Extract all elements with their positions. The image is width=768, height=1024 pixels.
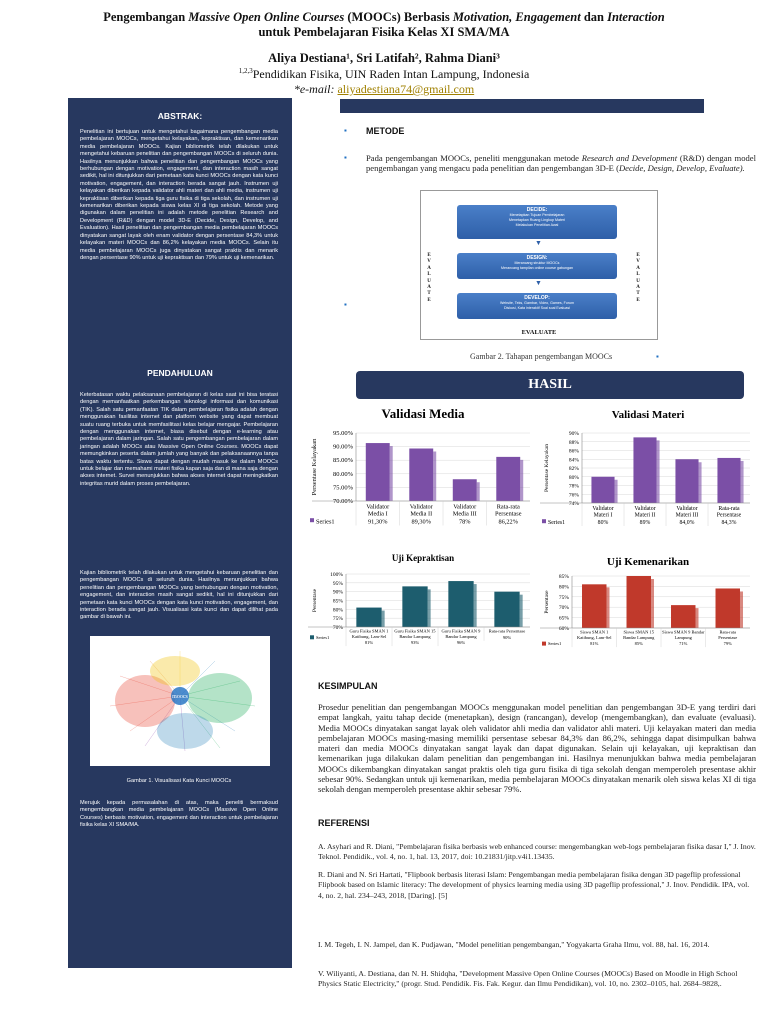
- data-value-label: 78%: [458, 518, 471, 526]
- pendahuluan-heading: PENDAHULUAN: [147, 368, 213, 378]
- title-line-2: untuk Pembelajaran Fisika Kelas XI SMA/MA: [258, 25, 510, 39]
- data-value-label: 81%: [364, 640, 374, 646]
- reference-item: A. Asyhari and R. Diani, "Pembelajaran fisika berbasis web enhanced course: mengembangkan web-logs pembelajaran fisika dasar I," J. Inov. Teknol. Pendidik., vol. 4, no. 1, hal. 13, 2017, doi: 10.21831/jitp.v4i1.13435.: [318, 842, 756, 862]
- bar-shadow: [382, 611, 385, 627]
- y-tick-label: 60%: [558, 626, 569, 632]
- chart-validasi-materi-svg: [540, 403, 756, 548]
- chart-validasi-materi: [540, 403, 756, 548]
- bar-shadow: [520, 595, 523, 627]
- x-category-label: Validator Materi III: [675, 505, 699, 519]
- chart-title: Uji Kemenarikan: [606, 556, 690, 568]
- y-tick-label: 85.00%: [332, 457, 353, 465]
- y-axis-label: Persentase: [544, 590, 550, 614]
- bar-shadow: [741, 461, 744, 503]
- bar: [717, 458, 740, 503]
- y-tick-label: 100%: [330, 572, 343, 578]
- legend-series-name: Series1: [316, 634, 330, 640]
- data-value-label: 71%: [679, 641, 688, 647]
- bar: [448, 581, 473, 627]
- evaluate-bottom-label: EVALUATE: [521, 329, 557, 336]
- bar: [671, 605, 695, 628]
- y-tick-label: 86%: [568, 448, 579, 455]
- y-tick-label: 75%: [332, 616, 343, 623]
- x-category-label: Siswa SMAN 15 Bandar Lampung: [623, 629, 655, 640]
- legend-series-name: Series1: [548, 520, 566, 526]
- data-value-label: 84,0%: [679, 520, 695, 526]
- bullet-icon: ▪: [656, 352, 659, 361]
- x-category-label: Guru Fisika SMAN 15 Bandar Lampung: [394, 628, 436, 639]
- y-axis-label: Persentase Kelayakan: [544, 443, 550, 493]
- data-value-label: 84,3%: [721, 520, 737, 526]
- y-tick-label: 85%: [332, 598, 343, 605]
- bar: [494, 592, 519, 627]
- bar-shadow: [474, 584, 477, 627]
- chart-title: Validasi Media: [381, 406, 465, 421]
- data-value-label: 90%: [502, 634, 512, 640]
- y-tick-label: 88%: [568, 439, 579, 446]
- y-tick-label: 70%: [558, 605, 569, 612]
- chart-validasi-media: [308, 403, 538, 548]
- bar: [402, 586, 427, 627]
- x-category-label: Validator Materi II: [634, 505, 656, 519]
- bar: [356, 608, 381, 627]
- bar-shadow: [433, 452, 436, 501]
- bullet-icon: ▪: [344, 300, 347, 309]
- referensi-heading: REFERENSI: [318, 818, 370, 828]
- x-category-label: Guru Fisika SMAN 9 Bandar Lampung: [441, 628, 481, 639]
- bar-shadow: [651, 579, 654, 628]
- y-tick-label: 90%: [332, 589, 343, 596]
- y-tick-label: 65%: [558, 615, 569, 622]
- keyword-center-label: moocs: [172, 694, 188, 700]
- design-box: DESIGN: Merancang struktur MOOCs Merancang tampilan online course gabungan: [457, 253, 617, 279]
- evaluate-left-label: E V A L U A T E: [427, 253, 431, 303]
- x-category-label: Siswa SMAN 1 Katibung, Lam-Sel: [577, 629, 612, 640]
- kesimpulan-heading: KESIMPULAN: [318, 681, 378, 691]
- chart-uji-kepraktisan-svg: [308, 552, 538, 660]
- y-tick-label: 90.00%: [332, 443, 353, 451]
- legend-swatch: [310, 518, 314, 522]
- bar: [716, 588, 740, 628]
- data-value-label: 81%: [590, 641, 599, 647]
- data-value-label: 96%: [456, 640, 466, 646]
- y-tick-label: 85%: [558, 574, 569, 580]
- affiliation: $^{1,2,3}$Pendidikan Fisika, UIN Raden Intan Lampung, Indonesia: [238, 67, 530, 81]
- x-category-label: Siswa SMAN 9 Bandar Lampung: [662, 629, 705, 640]
- y-tick-label: 84%: [568, 457, 579, 464]
- data-value-label: 86,22%: [498, 518, 518, 526]
- y-tick-label: 90%: [568, 431, 579, 437]
- pendahuluan-p3: Merujuk kepada permasalahan di atas, maka peneliti bermaksud mengembangkan media pembelajaran MOOCs (Massive Open Online Courses) berbasis motivation, engagement dan interaction untuk pembelajaran fisika kelas XI SMA/MA.: [80, 800, 278, 829]
- kesimpulan-text: Prosedur penelitian dan pengembangan MOOCs menggunakan model penelitian dan pengembangan 3D-E yang terdiri dari empat langkah, yaitu tahap decide (menetapkan), design (rancangan), develop (mengembangkan), dan evaluate (evaluasi). Media MOOCs dinyatakan sangat layak oleh validator ahli media dan validator ahli materi. Uji kelayakan materi dan media pembelajaran MOOCs masing-masing memiliki persentase sebesar 84,3% dan 86,2%, sehingga dapat disimpulkan bahwa materi dan media MOOCs dinyatakan sangat layak dan dapat digunakan. Selain uji kelayakan, uji kepraktisan dan kemenarikan juga dilakukan dalam penelitian dan pengembangan ini. Hasilnya menunjukkan bahwa media pembelajaran MOOCs dikembangkan dinyatakan sangat praktis oleh tiga guru fisika di tiga sekolah dengan memperoleh presentase akhir sebesar 90%. Sedangkan untuk uji kemenarikan, media pembelajaran MOOCs dinyatakan menarik oleh siswa kelas XI di tiga sekolah dengan memperoleh presentase akhir sebesar 79%.: [318, 702, 756, 795]
- bar: [627, 576, 651, 628]
- legend-swatch: [310, 635, 314, 639]
- bar-shadow: [520, 460, 523, 501]
- bar: [496, 457, 520, 501]
- data-value-label: 80%: [597, 520, 609, 526]
- chart-title: Validasi Materi: [611, 409, 685, 421]
- figure-1-caption: Gambar 1. Visualisasi Kata Kunci MOOCs: [126, 778, 232, 784]
- bar: [582, 584, 606, 628]
- bar-shadow: [615, 480, 618, 503]
- sidebar-bottom-rule: [68, 963, 188, 966]
- chart-validasi-media-svg: [308, 403, 538, 548]
- bar-shadow: [699, 462, 702, 503]
- bar: [633, 437, 656, 503]
- reference-item: R. Diani and N. Sri Hartati, "Flipbook berbasis literasi Islam: Pengembangan media pembelajaran fisika dengan 3D pageflip professional Flipbook based on Islamic literacy: The development of physics learning media using 3D pageflip professional," J. Inov. Pendidik. IPA, vol. 4, no. 2, hal. 234–243, 2018, [Daring]. [5]: [318, 870, 750, 900]
- bar: [453, 479, 477, 501]
- method-diagram: [420, 190, 658, 340]
- email-link[interactable]: aliyadestiana74@gmail.com: [337, 82, 475, 96]
- y-tick-label: 82%: [568, 466, 579, 472]
- chart-title: Uji Kepraktisan: [391, 553, 455, 563]
- bar-shadow: [428, 589, 431, 627]
- y-tick-label: 70%: [332, 625, 343, 631]
- x-category-label: Guru Fisika SMAN 1 Katibung, Lam-Sel: [349, 628, 389, 639]
- x-category-label: Validator Media III: [452, 503, 477, 518]
- y-tick-label: 70.00%: [332, 498, 353, 505]
- x-category-label: Rata-rata Persentase: [494, 503, 522, 518]
- email-line: *e-mail: aliyadestiana74@gmail.com: [293, 82, 475, 96]
- keyword-map-figure: [90, 636, 270, 766]
- left-sidebar: [68, 98, 292, 968]
- data-value-label: 91,30%: [368, 518, 388, 526]
- x-category-label: Validator Materi I: [592, 505, 614, 519]
- metode-text: Pada pengembangan MOOCs, peneliti menggunakan metode Research and Development (R&D) dengan model pengembangan yang mengacu pada penelitian dan pengembangan 3D-E (Decide, Design, Develop, Evaluate).: [366, 153, 756, 174]
- x-category-label: Rata-rata Persentase: [718, 629, 738, 640]
- pendahuluan-p2: Kajian bibliometrik telah dilakukan untuk mengetahui kebaruan penelitian dan pengembangan MOOCs di seluruh dunia. Hasilnya menunjukkan bahwa penelitian dan pengembangan MOOCs yang berhubungan dengan motivation, engagement, dan interaction masih sangat sedikit, hal ini ditunjukkan dari pemetaan kata kunci MOOCs dengan kata kunci motivation, engagement, dan interaction berada sangat jauh. Visualisasi kata kunci dan dapat dilihat pada gambar di bawah ini.: [80, 570, 278, 621]
- legend-swatch: [542, 519, 546, 523]
- y-tick-label: 95.00%: [332, 430, 353, 437]
- abstract-heading: ABSTRAK:: [157, 111, 203, 121]
- develop-box: DEVELOP: Website, Teks, Gambar, Video, Games, Forum Diskusi, Kata interaktif Soal soal Evaluasi: [457, 293, 617, 319]
- bullet-icon: ▪: [344, 126, 347, 135]
- y-tick-label: 80%: [568, 474, 579, 481]
- legend-swatch: [542, 642, 546, 646]
- bar: [591, 477, 614, 503]
- y-tick-label: 95%: [332, 580, 343, 587]
- y-tick-label: 75%: [558, 594, 569, 601]
- legend-series-name: Series1: [316, 518, 335, 526]
- arrow-down-icon: ▼: [535, 279, 542, 287]
- legend-series-name: Series1: [548, 641, 562, 647]
- bar: [409, 449, 433, 501]
- bar-shadow: [606, 587, 609, 628]
- data-value-label: 85%: [634, 641, 643, 647]
- poster-title: Pengembangan Massive Open Online Courses (MOOCs) Berbasis Motivation, Engagement dan Interaction untuk Pembelajaran Fisika Kelas XI SMA/MA: [103, 10, 665, 39]
- bullet-icon: ▪: [344, 153, 347, 162]
- y-tick-label: 74%: [568, 501, 579, 507]
- data-value-label: 89%: [639, 520, 651, 526]
- bar: [366, 443, 390, 501]
- bar-shadow: [477, 482, 480, 501]
- y-tick-label: 78%: [568, 483, 579, 490]
- chart-uji-kepraktisan: [308, 552, 538, 660]
- x-category-label: Validator Media I: [366, 503, 390, 518]
- data-value-label: 79%: [723, 641, 732, 647]
- decide-box: DECIDE: Menetapkan Tujuan Pembelajaran Menetapkan Ruang Lingkup Materi Melakukan Penelitian Awal: [457, 205, 617, 239]
- data-value-label: 93%: [410, 640, 420, 646]
- reference-item: V. Wiliyanti, A. Destiana, dan N. H. Shidqha, "Development Massive Open Online Courses (MOOCs) Based on Moodle in High School Physics Static Electricity," (progr. Stud. Pendidik. Fis. Fak. Kegur. dan Ilmu Pendidikan), vol. 10, no. 2302–0105, hal. 2684–9828,.: [318, 969, 738, 989]
- y-tick-label: 75.00%: [332, 484, 353, 492]
- pendahuluan-p1: Keterbatasan waktu pelaksanaan pembelajaran di kelas saat ini bisa teratasi dengan memanfaatkan perkembangan teknologi informasi dan komunikasi (TIK). Salah satu pemanfaatan TIK dalam pembelajaran fisika adalah dengan menggunakan fasilitas internet dan platform website yang dapat membuat suatu ruang terbuka untuk memfasilitasi kelas belajar mengajar. Pembelajaran dengan menggunakan internet, biasa disebut dengan e-learning atau pembelajaran dalam jaringan. Salah satu pengembangan pembelajaran dalam jaringan adalah MOOCs atau Massive Open Online Courses. MOOCs dapat memungkinkan peserta dalam jumlah yang banyak dan pelaksanaannya tanpa batas waktu tertentu. Siswa dapat dengan mudah masuk ke dalam MOOCs untuk belajar dan memahami materi fisika kapan saja dan di mana saja dengan akses internet. Survei menunjukkan bahwa akses internet dapat meningkatkan integritas murid dalam proses pembelajaran.: [80, 392, 278, 487]
- evaluate-right-label: E V A L U A T E: [636, 253, 640, 303]
- bar: [675, 459, 698, 503]
- authors: Aliya Destiana¹, Sri Latifah², Rahma Diani³: [268, 51, 500, 65]
- y-tick-label: 80%: [332, 607, 343, 614]
- bar-shadow: [390, 446, 393, 501]
- top-blue-bar: [340, 99, 704, 113]
- arrow-down-icon: ▼: [535, 239, 542, 247]
- hasil-banner: HASIL: [356, 371, 744, 399]
- chart-uji-kemenarikan: [540, 552, 756, 660]
- x-category-label: Rata-rata Persentase: [716, 505, 742, 519]
- figure-2-caption: Gambar 2. Tahapan pengembangan MOOCs: [470, 352, 613, 361]
- abstract-text: Penelitian ini bertujuan untuk mengetahui bagaimana pengembangan media pembelajaran MOOCs, mengetahui kelayakan, kepraktisan, dan kemenarikan media pembelajaran MOOCs. Kajian bibliometrik telah dilakukan untuk mengetahui kebaruan penelitian dan pengembangan MOOCs di seluruh dunia. Hasilnya menunjukkan bahwa penelitian dan pengembangan MOOCs yang berhubungan dengan motivation, engagement, dan interaction masih sangat sedikit, hal ini ditunjukkan dari pemetaan kata kunci MOOCs dengan kata kunci motivation, engagement, dan interaction berada sangat jauh. Instrumen uji kelayakan diberikan kepada validator ahli materi dan ahli media, instrumen uji kepraktisan diberikan kepada tiga guru fisika di tiga sekolah, dan instrumen uji kemenarikan diberikan kepada siswa kelas XI di tiga sekolah. Metode yang digunakan dalam penelitian ini adalah metode penelitian Research and Development (R&D) dengan model 3D-E (Decide, Design, Develop, and Evaluation). Hasil penelitian dan pengembangan media pembelajaran MOOCs dinyatakan sangat layak oleh enam validator dengan persentase 84,3% untuk kelayakan materi MOOCs dan 86,2% kelayakan media MOOCs. Selain itu media pembelajaran MOOCs juga dinyatakan sangat praktis dan menarik dengan persentase 90% untuk uji kepraktisan dan 79% untuk uji kemenarikan.: [80, 129, 278, 261]
- bar-shadow: [657, 440, 660, 503]
- bar-shadow: [740, 591, 743, 628]
- y-tick-label: 80.00%: [332, 470, 353, 478]
- metode-heading: METODE: [366, 126, 405, 136]
- chart-uji-kemenarikan-svg: [540, 552, 756, 660]
- keyword-network-graphic: [90, 636, 270, 766]
- reference-item: I. M. Tegeh, I. N. Jampel, dan K. Pudjawan, "Model penelitian pengembangan," Yogyakarta Graha Ilmu, vol. 88, hal. 16, 2014.: [318, 940, 710, 949]
- y-axis-label: Persentase: [312, 588, 318, 613]
- y-axis-label: Persentase Kelayakan: [311, 438, 318, 496]
- bar-shadow: [695, 608, 698, 628]
- x-category-label: Rata-rata Persentase: [488, 628, 526, 634]
- y-tick-label: 80%: [558, 584, 569, 591]
- data-value-label: 89,30%: [411, 518, 431, 526]
- x-category-label: Validator Media II: [409, 503, 433, 518]
- y-tick-label: 76%: [568, 492, 579, 499]
